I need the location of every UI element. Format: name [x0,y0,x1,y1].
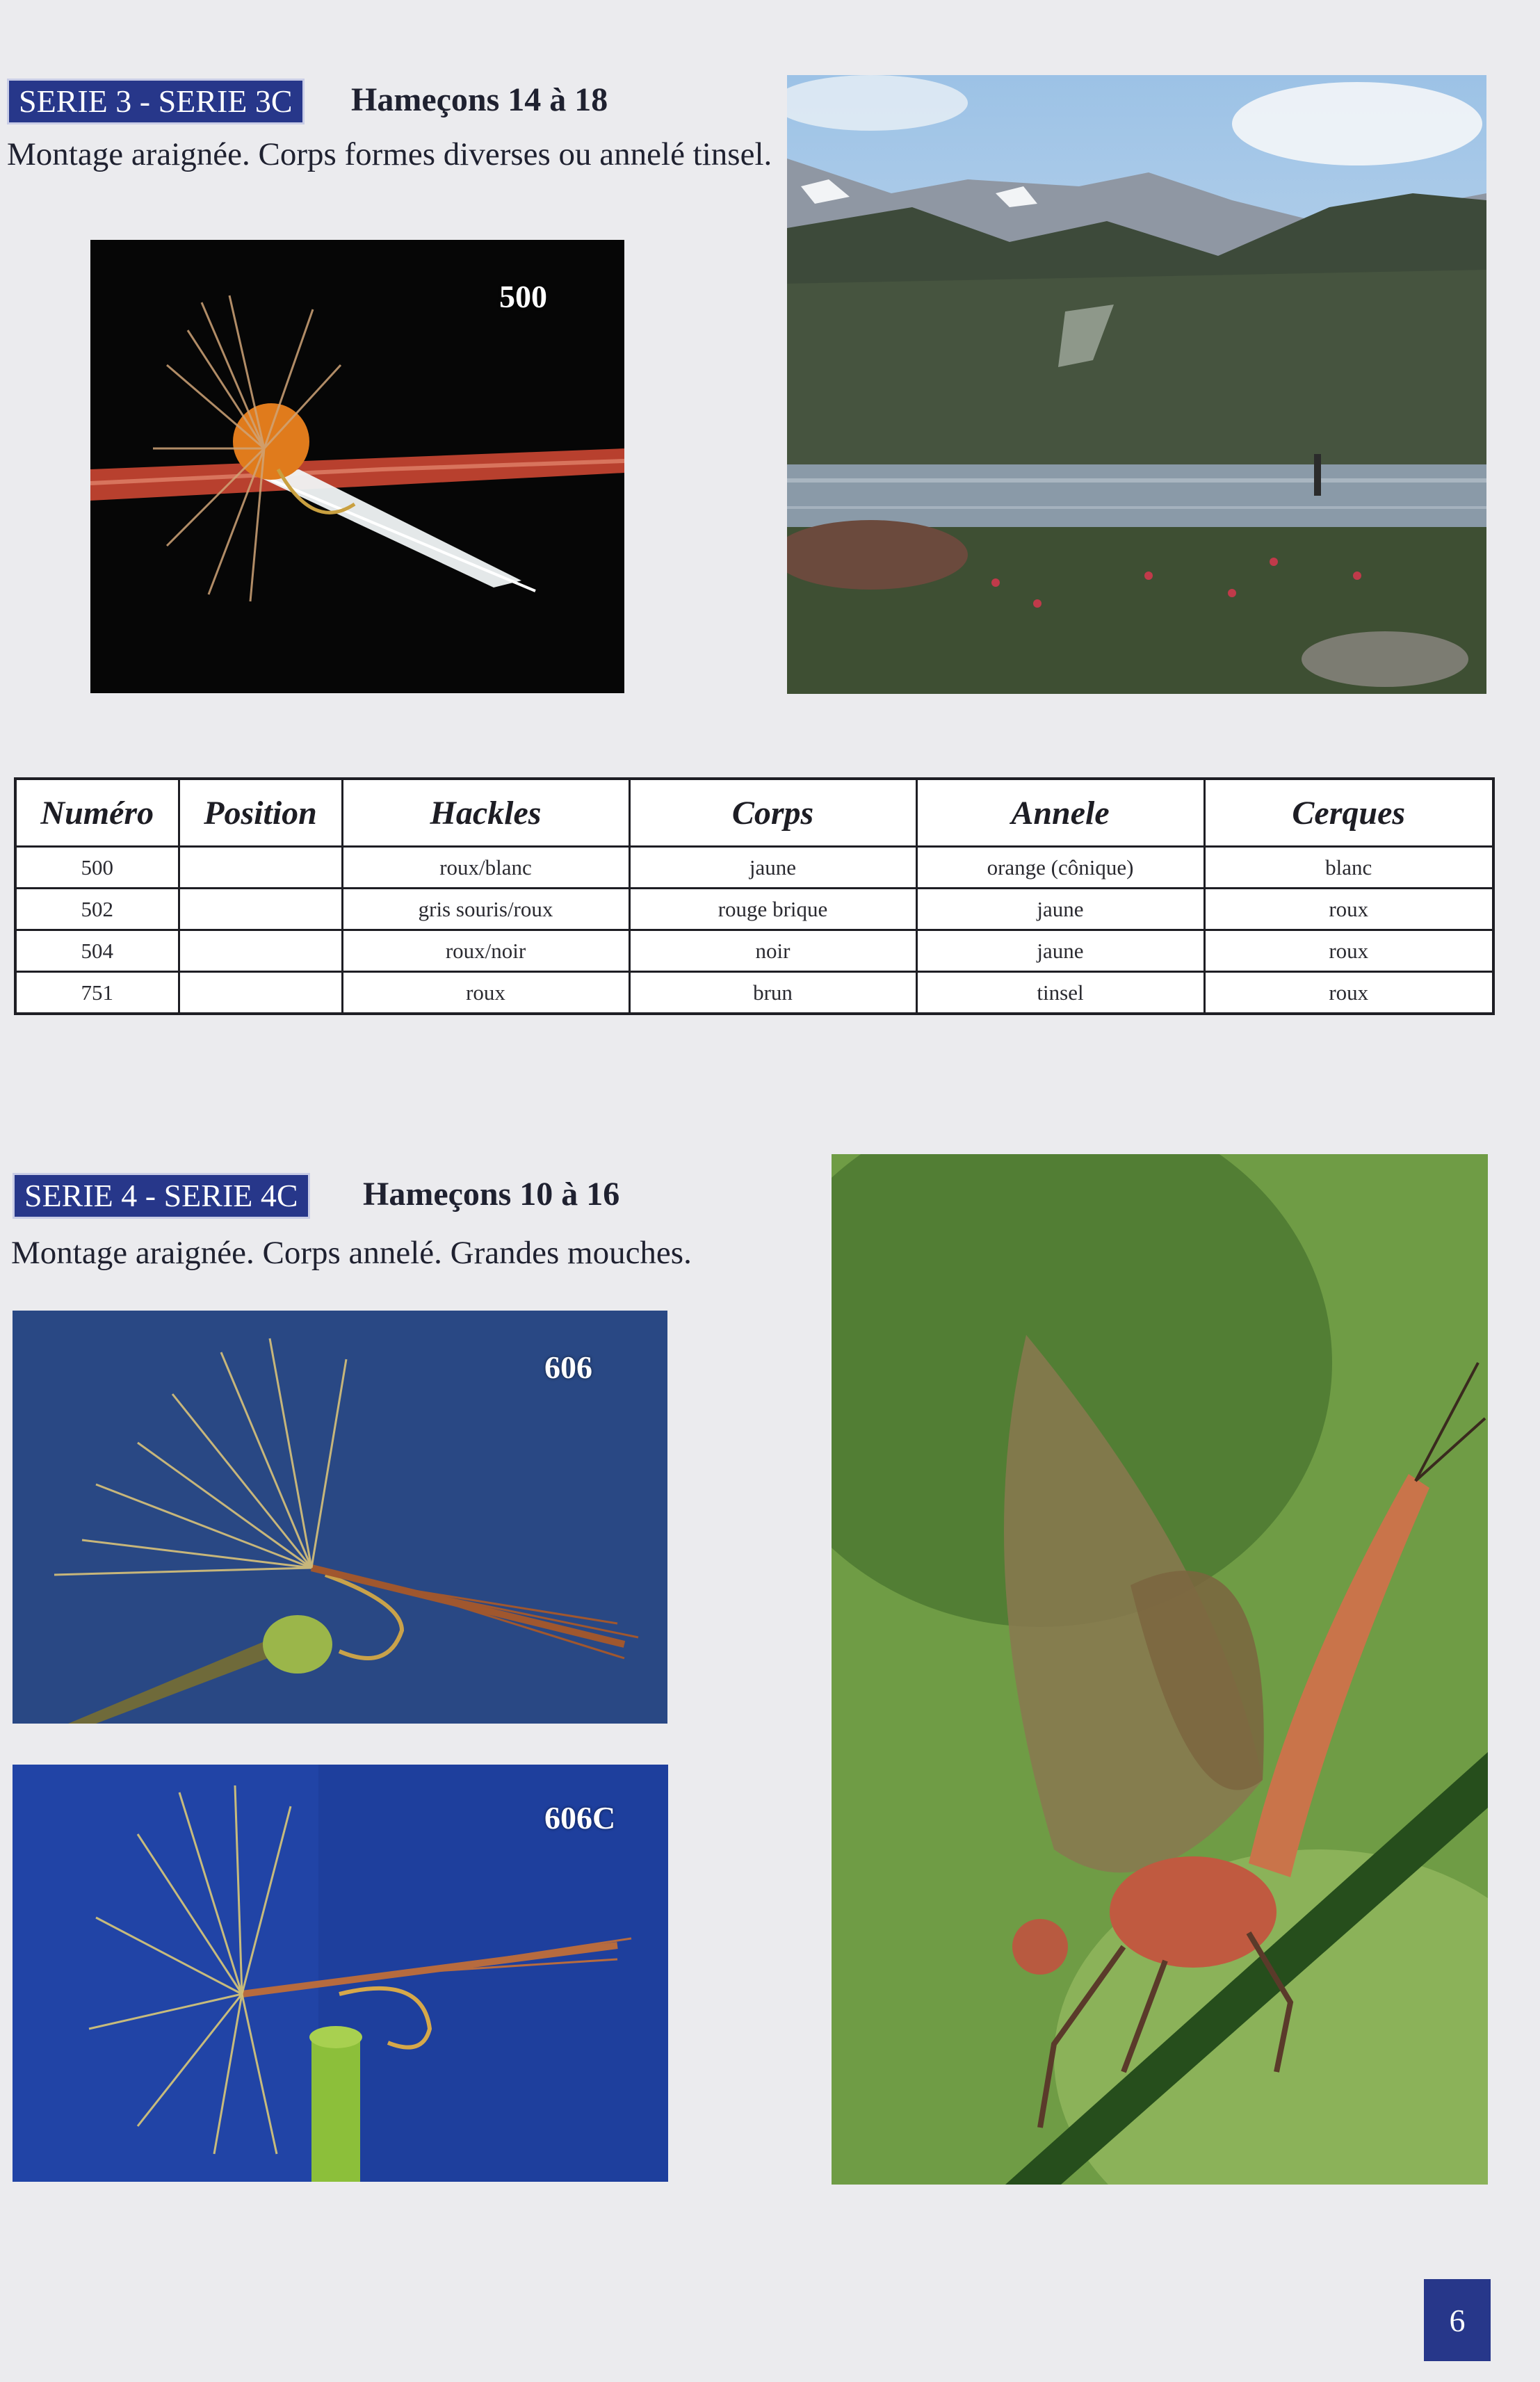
mayfly-illustration [832,1154,1488,2185]
landscape-photo [787,75,1486,694]
cell-hackles: roux/blanc [342,847,629,889]
series4-description: Montage araignée. Corps annelé. Grandes mouches. [11,1235,692,1271]
header-cerques: Cerques [1204,779,1493,847]
cell-hackles: gris souris/roux [342,889,629,930]
series4-badge: SERIE 4 - SERIE 4C [13,1173,310,1219]
mountain-lake-illustration [787,75,1486,694]
cell-position [179,847,342,889]
table-row [15,889,1493,930]
header-hackles: Hackles [342,779,629,847]
header-position: Position [179,779,342,847]
cell-cerques: blanc [1204,847,1493,889]
fly-photo-606c [13,1765,668,2182]
cell-cerques: roux [1204,930,1493,972]
cell-annele: jaune [916,930,1204,972]
table-row [15,972,1493,1014]
photo-label-606: 606 [544,1350,592,1385]
fly-photo-606 [13,1311,667,1724]
cell-position [179,972,342,1014]
cell-numero: 751 [15,972,179,1014]
cell-numero: 502 [15,889,179,930]
fly-photo-500 [90,240,624,693]
cell-cerques: roux [1204,889,1493,930]
cell-corps: jaune [629,847,916,889]
series4-hooks: Hameçons 10 à 16 [363,1176,620,1213]
photo-label-500: 500 [499,279,547,314]
cell-corps: rouge brique [629,889,916,930]
cell-annele: jaune [916,889,1204,930]
series3-description: Montage araignée. Corps formes diverses ou annelé tinsel. [7,136,772,172]
mayfly-painting [832,1154,1488,2185]
page-number: 6 [1424,2279,1491,2361]
header-corps: Corps [629,779,916,847]
cell-cerques: roux [1204,972,1493,1014]
cell-hackles: roux/noir [342,930,629,972]
cell-annele: orange (cônique) [916,847,1204,889]
cell-hackles: roux [342,972,629,1014]
cell-numero: 504 [15,930,179,972]
cell-numero: 500 [15,847,179,889]
cell-position [179,930,342,972]
cell-corps: noir [629,930,916,972]
series3-hooks: Hameçons 14 à 18 [351,81,608,118]
cell-position [179,889,342,930]
table-row [15,847,1493,889]
cell-annele: tinsel [916,972,1204,1014]
series3-badge: SERIE 3 - SERIE 3C [7,79,305,124]
header-annele: Annele [916,779,1204,847]
fly-spec-table [14,777,1495,1015]
table-row [15,930,1493,972]
cell-corps: brun [629,972,916,1014]
header-numero: Numéro [15,779,179,847]
table-header-row [15,779,1493,847]
photo-label-606c: 606C [544,1800,616,1836]
